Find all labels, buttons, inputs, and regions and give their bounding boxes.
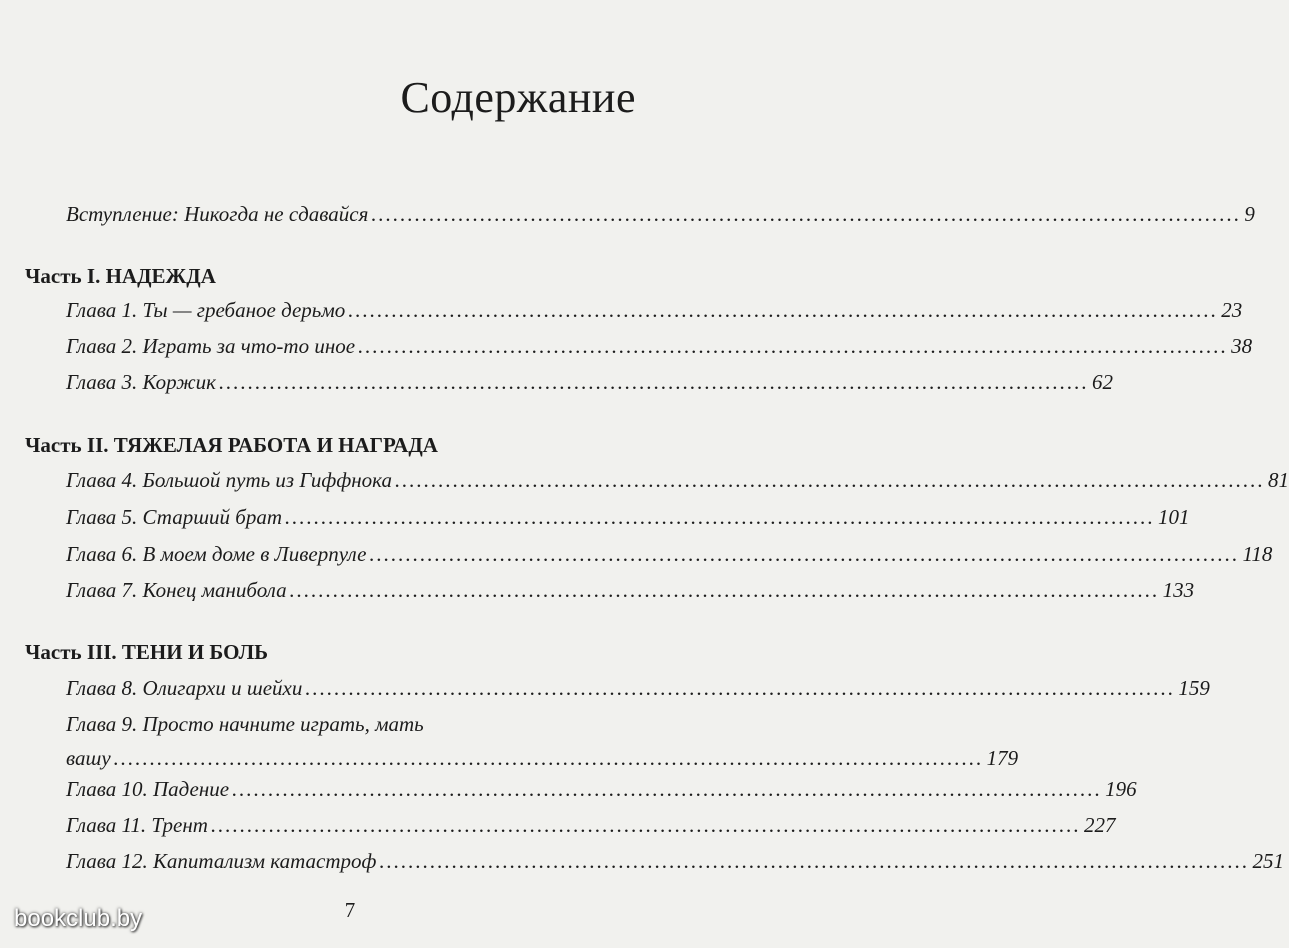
toc-entry-text: Глава 8. Олигархи и шейхи bbox=[66, 676, 303, 700]
leader-dots: ........................................................................................................................ bbox=[358, 334, 1229, 358]
watermark: bookclub.by bbox=[14, 905, 143, 932]
toc-entry-page: 62 bbox=[1091, 370, 1113, 394]
toc-entry-text: Глава 9. Просто начните играть, мать bbox=[66, 712, 424, 736]
toc-entry-text: Глава 6. В моем доме в Ливерпуле bbox=[66, 542, 367, 566]
toc-entry-intro bbox=[66, 201, 1255, 227]
toc-entry-page: 133 bbox=[1162, 578, 1195, 602]
toc-entry-text: Глава 7. Конец манибола bbox=[66, 578, 287, 602]
toc-entry-page: 81 bbox=[1267, 468, 1289, 492]
toc-entry-text: Глава 2. Играть за что-то иное bbox=[66, 334, 356, 358]
toc-entry bbox=[66, 577, 1195, 603]
leader-dots: ........................................................................................................................ bbox=[348, 298, 1219, 322]
toc-entry-text: Глава 11. Трент bbox=[66, 813, 208, 837]
toc-entry-text: Глава 10. Падение bbox=[66, 777, 230, 801]
leader-dots: ........................................................................................................................ bbox=[289, 578, 1160, 602]
leader-dots: ........................................................................................................................ bbox=[113, 746, 984, 770]
toc-entry-page: 38 bbox=[1231, 334, 1253, 358]
toc-entry bbox=[66, 541, 1273, 567]
toc-entry bbox=[66, 369, 1113, 395]
toc-entry-page: 179 bbox=[986, 746, 1019, 770]
toc-entry bbox=[66, 675, 1210, 701]
toc-entry bbox=[66, 333, 1253, 359]
leader-dots: ........................................................................................................................ bbox=[285, 505, 1156, 529]
toc-entry-text: Глава 4. Большой путь из Гиффнока bbox=[66, 468, 392, 492]
toc-entry-page: 101 bbox=[1158, 505, 1190, 529]
toc-entry-page: 23 bbox=[1221, 298, 1243, 322]
leader-dots: ........................................................................................................................ bbox=[218, 370, 1089, 394]
leader-dots: ........................................................................................................................ bbox=[369, 542, 1240, 566]
toc-entry-page: 227 bbox=[1083, 813, 1116, 837]
toc-entry-page: 118 bbox=[1242, 542, 1273, 566]
toc-entry-text: Глава 5. Старший брат bbox=[66, 505, 283, 529]
toc-entry bbox=[66, 467, 1289, 493]
toc-entry-text: Глава 12. Капитализм катастроф bbox=[66, 849, 377, 873]
toc-entry-page: 9 bbox=[1244, 202, 1255, 226]
part-heading: Часть III. ТЕНИ И БОЛЬ bbox=[25, 640, 268, 664]
toc-entry bbox=[66, 812, 1116, 838]
page-title: Содержание bbox=[400, 73, 636, 122]
leader-dots: ........................................................................................................................ bbox=[232, 777, 1103, 801]
toc-entry-page: 159 bbox=[1178, 676, 1210, 700]
leader-dots: ........................................................................................................................ bbox=[394, 468, 1265, 492]
toc-entry bbox=[66, 776, 1137, 802]
toc-entry-page: 251 bbox=[1252, 849, 1284, 873]
leader-dots: ........................................................................................................................ bbox=[210, 813, 1081, 837]
leader-dots: ........................................................................................................................ bbox=[305, 676, 1176, 700]
toc-entry bbox=[66, 504, 1190, 530]
part-heading: Часть II. ТЯЖЕЛАЯ РАБОТА И НАГРАДА bbox=[25, 433, 438, 457]
leader-dots: ........................................................................................................................ bbox=[379, 849, 1250, 873]
toc-entry bbox=[66, 711, 1019, 771]
page-number: 7 bbox=[344, 898, 356, 922]
toc-entry bbox=[66, 297, 1243, 323]
toc-entry-page: 196 bbox=[1105, 777, 1137, 801]
leader-dots: ........................................................................................................................ bbox=[371, 202, 1242, 226]
toc-entry-text: Вступление: Никогда не сдавайся bbox=[66, 202, 369, 226]
toc-entry-text: Глава 3. Коржик bbox=[66, 370, 216, 394]
toc-entry-text-continued: вашу bbox=[66, 746, 111, 770]
toc-entry-text: Глава 1. Ты — гребаное дерьмо bbox=[66, 298, 346, 322]
toc-entry bbox=[66, 848, 1284, 874]
part-heading: Часть I. НАДЕЖДА bbox=[25, 264, 216, 288]
